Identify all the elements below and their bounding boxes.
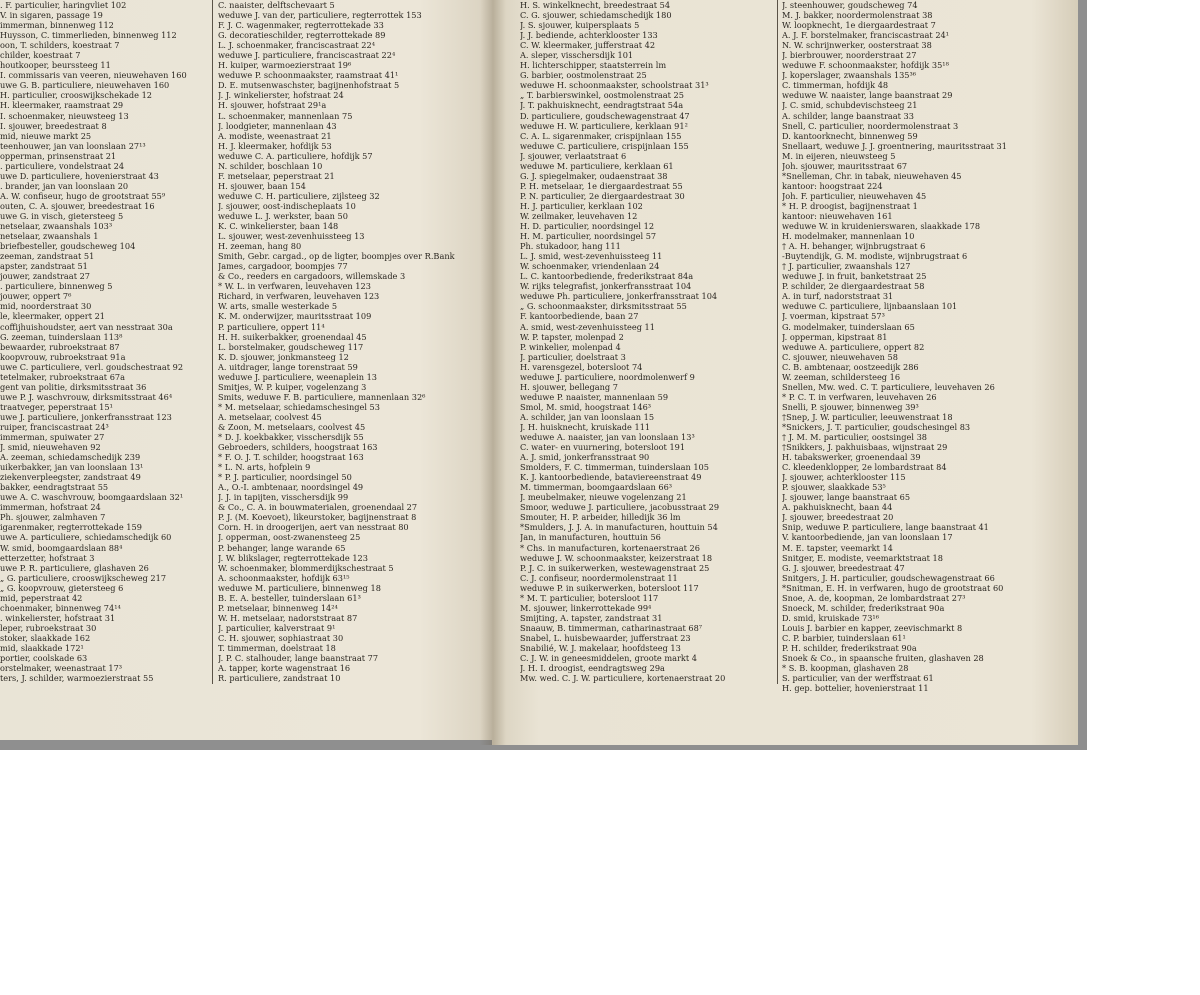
directory-entry: A. schoonmaakster, hofdijk 63¹⁵: [218, 572, 350, 583]
directory-entry: A. uitdrager, lange torenstraat 59: [218, 361, 358, 372]
directory-entry: C. A. L. sigarenmaker, crispijnlaan 155: [520, 130, 682, 141]
directory-entry: Snabel, L. huisbewaarder, jufferstraat 23: [520, 632, 691, 643]
directory-entry: S. particulier, van der werffstraat 61: [782, 673, 934, 684]
directory-entry: Smits, weduwe F. B. particuliere, mannenlaan 32⁶: [218, 391, 426, 402]
directory-entry: W. schoenmaker, blommerdijkschestraat 5: [218, 562, 394, 573]
directory-entry: C. J. W. in geneesmiddelen, groote markt 4: [520, 653, 697, 664]
directory-entry: oon, T. schilders, koestraat 7: [0, 40, 120, 51]
directory-entry: J. steenhouwer, goudscheweg 74: [782, 0, 918, 10]
directory-entry: A. sleper, visschersdijk 101: [520, 50, 634, 61]
directory-entry: & Zoon, M. metselaars, coolvest 45: [218, 421, 366, 432]
directory-entry: weduwe C. H. particuliere, zijlsteeg 32: [218, 190, 380, 201]
directory-entry: D. particuliere, goudschewagenstraat 47: [520, 110, 690, 121]
directory-entry: H. J. particulier, kerklaan 102: [520, 200, 643, 211]
directory-entry: J. W. blikslager, regterrottekade 123: [218, 552, 368, 563]
directory-entry: Smolders, F. C. timmerman, tuinderslaan 105: [520, 462, 709, 473]
directory-entry: Ph. sjouwer, zalmhaven 7: [0, 512, 106, 523]
directory-entry: H. modelmaker, mannenlaan 10: [782, 231, 915, 242]
directory-entry: weduwe J. in fruit, banketstraat 25: [782, 271, 927, 282]
directory-entry: J. bierbrouwer, noorderstraat 27: [782, 50, 917, 61]
directory-entry: P. H. metselaar, 1e diergaardestraat 55: [520, 180, 683, 191]
directory-entry: L. J. schoenmaker, franciscastraat 22⁴: [218, 40, 376, 51]
directory-entry: H. varensgezel, botersloot 74: [520, 361, 643, 372]
directory-entry: W. schoenmaker, vriendenlaan 24: [520, 261, 660, 272]
directory-entry: † A. H. behanger, wijnbrugstraat 6: [782, 241, 926, 252]
directory-entry: J. J. in tapijten, visschersdijk 99: [218, 492, 349, 503]
directory-entry: weduwe H. W. particuliere, kerklaan 91²: [520, 120, 688, 131]
directory-entry: jouwer, zandstraat 27: [0, 271, 91, 282]
directory-entry: W. loopknecht, 1e diergaardestraat 7: [782, 20, 936, 31]
directory-entry: L. schoenmaker, mannenlaan 75: [218, 110, 353, 121]
directory-entry: netselaar, zwaanshals 1: [0, 231, 99, 242]
directory-entry: P. H. schilder, frederikstraat 90a: [782, 643, 917, 653]
directory-entry: Snellen, Mw. wed. C. T. particuliere, leuvehaven 26: [782, 381, 995, 392]
directory-entry: A. J. F. borstelmaker, franciscastraat 24¹: [782, 30, 950, 41]
directory-entry: K. J. kantoorbediende, bataviereenstraat 49: [520, 472, 702, 483]
directory-entry: J. sjouwer, achterklooster 115: [782, 472, 906, 483]
directory-entry: uwe P. R. particuliere, glashaven 26: [0, 562, 149, 573]
directory-entry: W. zeilmaker, leuvehaven 12: [520, 210, 638, 221]
directory-entry: Snelli, P. sjouwer, binnenweg 39³: [782, 401, 919, 412]
directory-entry: H. J. kleermaker, hofdijk 53: [218, 140, 332, 151]
directory-entry: L. J. smid, west-zevenhuissteeg 11: [520, 251, 663, 262]
directory-entry: * D. J. koekbakker, visschersdijk 55: [218, 432, 364, 443]
directory-entry: J. T. pakhuisknecht, eendragtstraat 54a: [520, 100, 684, 111]
right-page: [492, 0, 1078, 745]
directory-entry: stoker, slaakkade 162: [0, 632, 91, 643]
directory-entry: uwe D. particuliere, hovenierstraat 43: [0, 170, 159, 181]
directory-entry: D. E. mutsenwaschster, bagijnenhofstraat 5: [218, 80, 400, 91]
directory-entry: childer, koestraat 7: [0, 50, 81, 61]
directory-entry: †Snikkers, J. pakhuisbaas, wijnstraat 29: [782, 442, 948, 453]
directory-entry: J. S. sjouwer, kuipersplaats 5: [520, 20, 640, 31]
directory-entry: teenhouwer, jan van loonslaan 27¹³: [0, 140, 146, 151]
column-1: [0, 0, 210, 683]
directory-entry: „ G. schoonmaakster, dirksmitsstraat 55: [520, 301, 687, 312]
directory-entry: C. H. sjouwer, sophiastraat 30: [218, 632, 344, 643]
directory-entry: Smith, Gebr. cargad., op de ligter, boompjes over R.Bank: [218, 251, 455, 262]
directory-entry: uwe G. B. particuliere, nieuwehaven 160: [0, 80, 170, 91]
directory-entry: A. W. confiseur, hugo de grootstraat 55⁹: [0, 190, 166, 201]
directory-entry: W. H. metselaar, nadorststraat 87: [218, 612, 358, 623]
directory-entry: H. lichterschipper, staatsterrein lm: [520, 60, 667, 71]
directory-entry: † J. particulier, zwaanshals 127: [782, 261, 911, 272]
directory-entry: briefbesteller, goudscheweg 104: [0, 241, 136, 252]
directory-entry: G. J. spiegelmaker, oudaenstraat 38: [520, 170, 668, 181]
directory-entry: Jan, in manufacturen, houttuin 56: [520, 532, 661, 543]
directory-entry: . winkelierster, hofstraat 31: [0, 612, 116, 623]
directory-entry: etterzetter, hofstraat 3: [0, 552, 95, 563]
directory-entry: houtkooper, beurssteeg 11: [0, 60, 111, 71]
directory-entry: W. P. tapster, molenpad 2: [520, 331, 624, 342]
directory-entry: A. tapper, korte wagenstraat 16: [218, 663, 351, 674]
directory-entry: A. zeeman, schiedamschedijk 239: [0, 452, 141, 463]
directory-entry: Gebroeders, schilders, hoogstraat 163: [218, 442, 378, 453]
directory-entry: W. rijks telegrafist, jonkerfransstraat 104: [520, 281, 692, 292]
directory-entry: M. E. tapster, veemarkt 14: [782, 542, 893, 553]
directory-entry: leper, rubroekstraat 30: [0, 622, 97, 633]
directory-entry: netselaar, zwaanshals 103³: [0, 221, 113, 232]
directory-entry: uwe G. in visch, gietersteeg 5: [0, 210, 124, 221]
directory-entry: Snabilié, W. J. makelaar, hoofdsteeg 13: [520, 643, 681, 653]
directory-entry: weduwe P. naaister, mannenlaan 59: [520, 391, 669, 402]
directory-entry: James, cargadoor, boompjes 77: [218, 261, 348, 272]
directory-entry: immerman, hofstraat 24: [0, 502, 101, 513]
directory-entry: J. particulier, doelstraat 3: [520, 351, 626, 362]
directory-entry: C. P. barbier, tuinderslaan 61¹: [782, 632, 906, 643]
directory-entry: . particuliere, binnenweg 5: [0, 281, 113, 292]
directory-entry: M. sjouwer, linkerrottekade 99⁴: [520, 602, 652, 613]
directory-entry: J. particulier, kalverstraat 9¹: [218, 622, 336, 633]
directory-entry: . particuliere, vondelstraat 24: [0, 160, 125, 171]
directory-entry: coffijhuishoudster, aert van nesstraat 30a: [0, 321, 173, 332]
directory-entry: A. schilder, jan van loonslaan 15: [520, 411, 655, 422]
directory-entry: mid, slaakkade 172¹: [0, 643, 84, 653]
directory-entry: uwe P. J. waschvrouw, dirksmitsstraat 46⁴: [0, 391, 173, 402]
directory-entry: Joh. sjouwer, mauritsstraat 67: [782, 160, 908, 171]
directory-entry: orstelmaker, weenastraat 17³: [0, 663, 123, 674]
directory-entry: portier, coolskade 63: [0, 653, 88, 664]
directory-entry: * P. J. particulier, noordsingel 50: [218, 472, 352, 483]
directory-entry: *Smulders, J. J. A. in manufacturen, houttuin 54: [520, 522, 718, 533]
directory-entry: I. commissaris van veeren, nieuwehaven 160: [0, 70, 187, 81]
directory-entry: L. C. kantoorbediende, frederikstraat 84a: [520, 271, 694, 282]
directory-entry: weduwe Ph. particuliere, jonkerfransstraat 104: [520, 291, 718, 302]
directory-entry: H. M. particulier, noordsingel 57: [520, 231, 657, 242]
directory-entry: mid, noorderstraat 30: [0, 301, 92, 312]
directory-entry: weduwe M. particuliere, binnenweg 18: [218, 582, 381, 593]
directory-entry: . brander, jan van loonslaan 20: [0, 180, 129, 191]
directory-entry: choenmaker, binnenweg 74¹⁴: [0, 602, 121, 613]
directory-entry: weduwe W. naaister, lange baanstraat 29: [782, 90, 953, 101]
directory-entry: & Co., C. A. in bouwmaterialen, groenendaal 27: [218, 502, 418, 513]
directory-entry: D. smid, kruiskade 73¹⁶: [782, 612, 879, 623]
directory-entry: Mw. wed. C. J. W. particuliere, kortenaerstraat 20: [520, 673, 726, 684]
column-2: [218, 0, 484, 683]
directory-entry: Smol, M. smid, hoogstraat 146³: [520, 401, 652, 412]
directory-entry: R. particuliere, zandstraat 10: [218, 673, 341, 684]
directory-entry: weduwe P. schoonmaakster, raamstraat 41¹: [218, 70, 399, 81]
directory-entry: „ T. barbierswinkel, oostmolenstraat 25: [520, 90, 684, 101]
directory-entry: Smouter, H. P. arbeider, hilledijk 36 lm: [520, 512, 681, 523]
directory-entry: Snitgers, J. H. particulier, goudschewagenstraat 66: [782, 572, 995, 583]
directory-entry: G. decoratieschilder, regterrottekade 89: [218, 30, 386, 41]
directory-entry: A. J. smid, jonkerfransstraat 90: [520, 452, 650, 463]
directory-entry: G. modelmaker, tuinderslaan 65: [782, 321, 915, 332]
directory-entry: I. schoenmaker, nieuwsteeg 13: [0, 110, 129, 121]
column-3: [520, 0, 772, 683]
directory-entry: weduwe H. schoonmaakster, schoolstraat 31³: [520, 80, 709, 91]
directory-entry: traatveger, peperstraat 15¹: [0, 401, 113, 412]
directory-entry: weduwe L. J. werkster, baan 50: [218, 210, 348, 221]
directory-entry: *Snelleman, Chr. in tabak, nieuwehaven 45: [782, 170, 962, 181]
directory-entry: M. timmerman, boomgaardslaan 66³: [520, 482, 673, 493]
directory-entry: „ G. particuliere, crooswijkscheweg 217: [0, 572, 167, 583]
directory-entry: J. J. bediende, achterklooster 133: [520, 30, 658, 41]
directory-entry: uikerbakker, jan van loonslaan 13¹: [0, 462, 144, 473]
directory-entry: A. in turf, nadorststraat 31: [782, 291, 894, 302]
directory-entry: immerman, spuiwater 27: [0, 432, 105, 443]
directory-entry: Snoek & Co., in spaansche fruiten, glashaven 28: [782, 653, 984, 664]
directory-entry: J. loodgieter, mannenlaan 43: [218, 120, 337, 131]
directory-entry: weduwe C. A. particuliere, hofdijk 57: [218, 150, 373, 161]
directory-entry: P. N. particulier, 2e diergaardestraat 30: [520, 190, 685, 201]
directory-entry: †Snep, J. W. particulier, leeuwenstraat 18: [782, 411, 953, 422]
directory-entry: gent van politie, dirksmitsstraat 36: [0, 381, 147, 392]
directory-entry: Joh. F. particulier, nieuwehaven 45: [782, 190, 927, 201]
directory-entry: F. metselaar, peperstraat 21: [218, 170, 335, 181]
directory-entry: N. W. schrijnwerker, oosterstraat 38: [782, 40, 932, 51]
directory-entry: Smijting, A. tapster, zandstraat 31: [520, 612, 663, 623]
directory-entry: * Chs. in manufacturen, kortenaerstraat 26: [520, 542, 700, 553]
directory-entry: weduwe C. particuliere, lijnbaanslaan 101: [782, 301, 958, 312]
directory-entry: H. tabakswerker, groenendaal 39: [782, 452, 921, 463]
directory-entry: * P. C. T. in verfwaren, leuvehaven 26: [782, 391, 937, 402]
directory-entry: * H. P. droogist, bagijnenstraat 1: [782, 200, 918, 211]
directory-entry: Snoeck, M. schilder, frederikstraat 90a: [782, 602, 945, 613]
directory-entry: J. sjouwer, oost-indischeplaats 10: [218, 200, 356, 211]
directory-entry: outen, C. A. sjouwer, breedestraat 16: [0, 200, 155, 211]
directory-entry: H. H. suikerbakker, groenendaal 45: [218, 331, 367, 342]
left-page: [0, 0, 492, 740]
directory-entry: immerman, binnenweg 112: [0, 20, 114, 31]
directory-entry: W. arts, smalle westerkade 5: [218, 301, 338, 312]
directory-entry: K. C. winkelierster, baan 148: [218, 221, 339, 232]
directory-entry: C. sjouwer, nieuwehaven 58: [782, 351, 898, 362]
directory-entry: A. metselaar, coolvest 45: [218, 411, 322, 422]
directory-entry: Snell, C. particulier, noordermolenstraat 3: [782, 120, 959, 131]
directory-entry: apster, zandstraat 51: [0, 261, 88, 272]
directory-entry: J. H. huisknecht, kruiskade 111: [520, 421, 651, 432]
directory-entry: Snellaart, weduwe J. J. groentnering, mauritsstraat 31: [782, 140, 1007, 151]
directory-entry: C. water- en vuurnering, botersloot 191: [520, 442, 686, 453]
directory-entry: Smoor, weduwe J. particuliere, jacobusstraat 29: [520, 502, 720, 513]
directory-entry: P. sjouwer, slaakkade 53⁵: [782, 482, 886, 493]
directory-entry: weduwe M. particuliere, kerklaan 61: [520, 160, 674, 171]
directory-entry: P. J. C. in suikerwerken, westewagenstraat 25: [520, 562, 710, 573]
column-divider: [777, 0, 778, 684]
directory-entry: Snoe, A. de, koopman, 2e lombardstraat 27³: [782, 592, 966, 603]
directory-entry: P. J. (M. Koevoet), likeurstoker, bagijnenstraat 8: [218, 512, 417, 523]
directory-entry: J. C. smid, schubdevischsteeg 21: [782, 100, 918, 111]
directory-entry: J. H. I. droogist, eendragtsweg 29a: [520, 663, 665, 674]
directory-entry: jouwer, oppert 7⁶: [0, 291, 72, 302]
directory-entry: mid, peperstraat 42: [0, 592, 83, 603]
directory-entry: A. modiste, weenastraat 21: [218, 130, 332, 141]
directory-entry: J. opperman, oost-zwanensteeg 25: [218, 532, 361, 543]
directory-entry: Snaauw, B. timmerman, catharinastraat 68⁷: [520, 622, 703, 633]
directory-entry: bewaarder, rubroekstraat 87: [0, 341, 120, 352]
directory-entry: P. behanger, lange warande 65: [218, 542, 346, 553]
directory-entry: C. B. ambtenaar, oostzeedijk 286: [782, 361, 919, 372]
directory-entry: * F. O. J. T. schilder, hoogstraat 163: [218, 452, 364, 463]
directory-entry: kantoor: hoogstraat 224: [782, 180, 883, 191]
directory-entry: uwe A. particuliere, schiedamschedijk 60: [0, 532, 172, 543]
directory-entry: A. pakhuisknecht, baan 44: [782, 502, 893, 513]
directory-entry: Snip, weduwe P. particuliere, lange baanstraat 41: [782, 522, 989, 533]
directory-entry: „ G. koopvrouw, gietersteeg 6: [0, 582, 124, 593]
directory-entry: * W. L. in verfwaren, leuvehaven 123: [218, 281, 371, 292]
directory-entry: B. E. A. besteller, tuinderslaan 61³: [218, 592, 361, 603]
directory-entry: & Co., reeders en cargadoors, willemskade 3: [218, 271, 406, 282]
column-divider: [212, 0, 213, 684]
directory-entry: *Snickers, J. T. particulier, goudschesingel 83: [782, 421, 971, 432]
directory-entry: F. J. C. wagenmaker, regterrottekade 33: [218, 20, 384, 31]
directory-entry: weduwe J. W. schoonmaakster, keizerstraat 18: [520, 552, 713, 563]
directory-entry: uwe J. particuliere, jonkerfransstraat 123: [0, 411, 172, 422]
directory-entry: L. sjouwer, west-zevenhuissteeg 13: [218, 231, 365, 242]
directory-entry: koopvrouw, rubroekstraat 91a: [0, 351, 126, 362]
directory-entry: Richard, in verfwaren, leuvehaven 123: [218, 291, 380, 302]
directory-entry: W. zeeman, schildersteeg 16: [782, 371, 901, 382]
directory-entry: A., O.-I. ambtenaar, noordsingel 49: [218, 482, 364, 493]
directory-entry: weduwe A. particuliere, oppert 82: [782, 341, 925, 352]
directory-entry: C. timmerman, hofdijk 48: [782, 80, 889, 91]
directory-entry: H. sjouwer, hofstraat 29¹a: [218, 100, 327, 111]
directory-entry: ruiper, franciscastraat 24³: [0, 421, 109, 432]
directory-entry: . F. particulier, haringvliet 102: [0, 0, 127, 10]
directory-entry: weduwe C. particuliere, crispijnlaan 155: [520, 140, 689, 151]
directory-entry: A. schilder, lange baanstraat 33: [782, 110, 914, 121]
directory-entry: F. kantoorbediende, baan 27: [520, 311, 639, 322]
directory-entry: K. M. onderwijzer, mauritsstraat 109: [218, 311, 372, 322]
book-gutter: [480, 0, 506, 745]
directory-entry: K. D. sjouwer, jonkmansteeg 12: [218, 351, 349, 362]
directory-entry: weduwe F. schoonmaakster, hofdijk 35¹⁸: [782, 60, 949, 71]
directory-entry: A. smid, west-zevenhuissteeg 11: [520, 321, 655, 332]
directory-entry: P. particuliere, oppert 11⁴: [218, 321, 325, 332]
directory-entry: H. sjouwer, baan 154: [218, 180, 306, 191]
directory-entry: M. J. bakker, noordermolenstraat 38: [782, 10, 933, 21]
directory-entry: weduwe P. in suikerwerken, botersloot 117: [520, 582, 699, 593]
directory-entry: Huysson, C. timmerlieden, binnenweg 112: [0, 30, 177, 41]
directory-entry: mid, nieuwe markt 25: [0, 130, 92, 141]
directory-entry: C. naaister, delftschevaart 5: [218, 0, 335, 10]
column-4: [782, 0, 1072, 693]
directory-entry: weduwe J. van der, particuliere, regterrottek 153: [218, 10, 422, 21]
directory-entry: H. zeeman, hang 80: [218, 241, 302, 252]
directory-entry: weduwe A. naaister, jan van loonslaan 13³: [520, 432, 695, 443]
directory-entry: † J. M. M. particulier, oostsingel 38: [782, 432, 927, 443]
directory-entry: J. opperman, kipstraat 81: [782, 331, 888, 342]
directory-entry: ziekenverpleegster, zandstraat 49: [0, 472, 141, 483]
directory-entry: weduwe J. particuliere, noordmolenwerf 9: [520, 371, 695, 382]
directory-entry: J. sjouwer, verlaatstraat 6: [520, 150, 627, 161]
directory-entry: *Snitman, E. H. in verfwaren, hugo de grootstraat 60: [782, 582, 1004, 593]
directory-entry: * S. B. koopman, glashaven 28: [782, 663, 909, 674]
directory-entry: T. timmerman, doelstraat 18: [218, 643, 336, 653]
directory-entry: bakker, eendragtstraat 55: [0, 482, 109, 493]
directory-entry: N. schilder, boschlaan 10: [218, 160, 323, 171]
directory-entry: opperman, prinsenstraat 21: [0, 150, 117, 161]
directory-entry: uwe C. particuliere, verl. goudschestraat 92: [0, 361, 184, 372]
directory-entry: P. winkelier, molenpad 4: [520, 341, 621, 352]
directory-entry: * L. N. arts, hofplein 9: [218, 462, 311, 473]
directory-entry: weduwe W. in kruidenierswaren, slaakkade 178: [782, 221, 981, 232]
directory-entry: -Buytendijk, G. M. modiste, wijnbrugstraat 6: [782, 251, 968, 262]
directory-entry: uwe A. C. waschvrouw, boomgaardslaan 32¹: [0, 492, 184, 503]
directory-entry: * M. metselaar, schiedamschesingel 53: [218, 401, 380, 412]
directory-entry: H. D. particulier, noordsingel 12: [520, 221, 655, 232]
directory-entry: H. sjouwer, bellegang 7: [520, 381, 618, 392]
directory-entry: J. smid, nieuwehaven 92: [0, 442, 101, 453]
directory-entry: H. kleermaker, raamstraat 29: [0, 100, 124, 111]
directory-entry: D. kantoorknecht, binnenweg 59: [782, 130, 918, 141]
directory-entry: H. S. winkelknecht, breedestraat 54: [520, 0, 671, 10]
directory-entry: J. meubelmaker, nieuwe vogelenzang 21: [520, 492, 687, 503]
directory-entry: W. smid, boomgaardslaan 88⁴: [0, 542, 123, 553]
directory-entry: L. borstelmaker, goudscheweg 117: [218, 341, 364, 352]
directory-entry: kantoor: nieuwehaven 161: [782, 210, 893, 221]
directory-entry: G. J. sjouwer, breedestraat 47: [782, 562, 905, 573]
directory-entry: G. zeeman, tuinderslaan 113⁸: [0, 331, 123, 342]
directory-entry: Corn. H. in droogerijen, aert van nesstraat 80: [218, 522, 409, 533]
directory-entry: zeeman, zandstraat 51: [0, 251, 95, 262]
directory-entry: * M. T. particulier, botersloot 117: [520, 592, 659, 603]
directory-entry: C. G. sjouwer, schiedamschedijk 180: [520, 10, 672, 21]
directory-entry: Snitger, E. modiste, veemarktstraat 18: [782, 552, 943, 563]
directory-entry: Louis J. barbier en kapper, zeevischmarkt 8: [782, 622, 963, 633]
directory-entry: I. sjouwer, breedestraat 8: [0, 120, 107, 131]
directory-entry: J. P. C. stalhouder, lange baanstraat 77: [218, 653, 379, 664]
directory-entry: J. sjouwer, lange baanstraat 65: [782, 492, 911, 503]
directory-entry: V. kantoorbediende, jan van loonslaan 17: [782, 532, 953, 543]
directory-entry: M. in eijeren, nieuwsteeg 5: [782, 150, 896, 161]
directory-entry: C. J. confiseur, noordermolenstraat 11: [520, 572, 678, 583]
directory-entry: tetelmaker, rubroekstraat 67a: [0, 371, 125, 382]
directory-entry: le, kleermaker, oppert 21: [0, 311, 106, 322]
directory-entry: ters, J. schilder, warmoezierstraat 55: [0, 673, 154, 684]
directory-entry: weduwe J. particuliere, weenaplein 13: [218, 371, 377, 382]
directory-entry: H. gep. bottelier, hovenierstraat 11: [782, 683, 929, 694]
directory-entry: J. voerman, kipstraat 57³: [782, 311, 885, 322]
directory-entry: igarenmaker, regterrottekade 159: [0, 522, 142, 533]
directory-entry: H. kuiper, warmoezierstraat 19⁶: [218, 60, 352, 71]
directory-entry: H. particulier, crooswijkschekade 12: [0, 90, 152, 101]
directory-entry: G. barbier, oostmolenstraat 25: [520, 70, 647, 81]
directory-entry: J. koperslager, zwaanshals 135³⁶: [782, 70, 917, 81]
directory-entry: P. metselaar, binnenweg 14²⁴: [218, 602, 338, 613]
directory-entry: P. schilder, 2e diergaardestraat 58: [782, 281, 925, 292]
directory-entry: V. in sigaren, passage 19: [0, 10, 103, 21]
directory-entry: J. J. winkelierster, hofstraat 24: [218, 90, 344, 101]
directory-entry: Ph. stukadoor, hang 111: [520, 241, 621, 252]
directory-entry: C. W. kleermaker, jufferstraat 42: [520, 40, 656, 51]
directory-entry: Smitjes, W. P. kuiper, vogelenzang 3: [218, 381, 367, 392]
directory-entry: C. kleedenklopper, 2e lombardstraat 84: [782, 462, 947, 473]
directory-entry: weduwe J. particuliere, franciscastraat 22⁴: [218, 50, 396, 61]
directory-entry: J. sjouwer, breedestraat 20: [782, 512, 894, 523]
